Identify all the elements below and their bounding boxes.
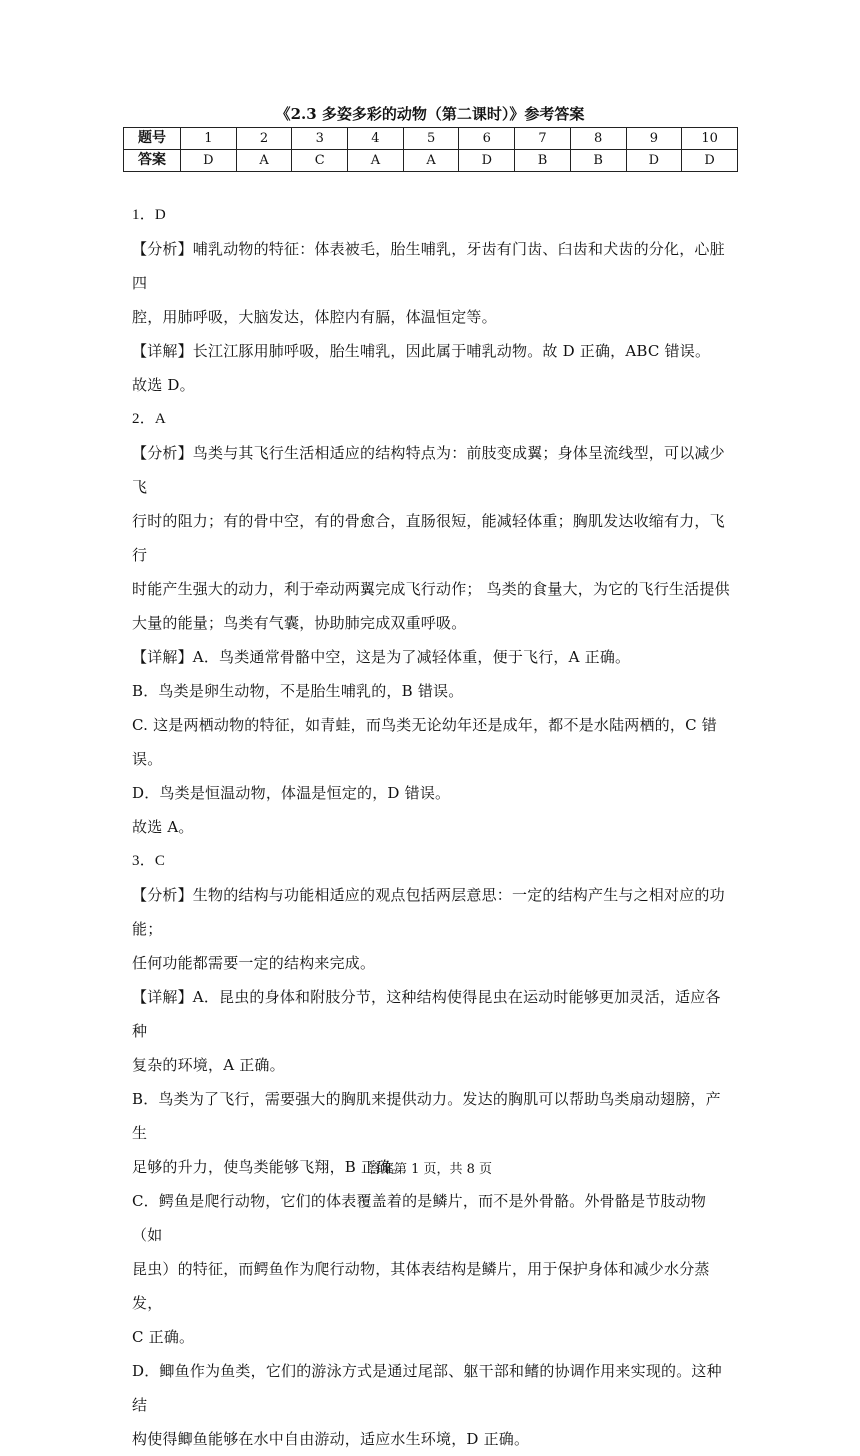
row-label-number: 题号 xyxy=(124,128,181,150)
table-cell: D xyxy=(181,150,237,172)
answer-line: 故选 A。 xyxy=(132,818,194,836)
table-cell: 2 xyxy=(236,128,292,150)
row-label-answer: 答案 xyxy=(124,150,181,172)
answer-line: C. 这是两栖动物的特征，如青蛙，而鸟类无论幼年还是成年，都不是水陆两栖的，C 错误。 xyxy=(132,716,717,768)
answer-line: 【分析】鸟类与其飞行生活相适应的结构特点为：前肢变成翼；身体呈流线型，可以减少飞 xyxy=(132,444,725,496)
answer-line: 昆虫）的特征，而鳄鱼作为爬行动物，其体表结构是鳞片，用于保护身体和减少水分蒸发， xyxy=(132,1260,710,1312)
answer-line: 【详解】长江江豚用肺呼吸，胎生哺乳，因此属于哺乳动物。故 D 正确，ABC 错误。 xyxy=(132,342,711,360)
table-row-answers xyxy=(124,150,738,172)
question-heading: 3．C xyxy=(132,853,166,869)
answer-table xyxy=(123,127,738,172)
table-cell: D xyxy=(459,150,515,172)
table-cell: A xyxy=(236,150,292,172)
answer-line: D．鲫鱼作为鱼类，它们的游泳方式是通过尾部、躯干部和鳍的协调作用来实现的。这种结 xyxy=(132,1362,722,1414)
table-cell: A xyxy=(348,150,404,172)
page-title: 《2.3 多姿多彩的动物（第二课时）》参考答案 xyxy=(275,105,585,123)
answer-line: 【分析】生物的结构与功能相适应的观点包括两层意思：一定的结构产生与之相对应的功能； xyxy=(132,886,725,938)
answer-line: 构使得鲫鱼能够在水中自由游动，适应水生环境，D 正确。 xyxy=(132,1430,530,1448)
table-cell: A xyxy=(403,150,459,172)
answer-line: 任何功能都需要一定的结构来完成。 xyxy=(132,954,376,972)
question-heading: 1．D xyxy=(132,207,166,223)
table-cell: 3 xyxy=(292,128,348,150)
answer-content xyxy=(132,198,732,1456)
table-cell: 10 xyxy=(682,128,738,150)
answer-line: 复杂的环境，A 正确。 xyxy=(132,1056,285,1074)
table-cell: 9 xyxy=(626,128,682,150)
answer-line: 足够的升力，使鸟类能够飞翔，B 正确。 xyxy=(132,1158,407,1176)
answer-line: 【详解】A．鸟类通常骨骼中空，这是为了减轻体重，便于飞行，A 正确。 xyxy=(132,648,631,666)
answer-line: C 正确。 xyxy=(132,1328,195,1346)
answer-line: B．鸟类为了飞行，需要强大的胸肌来提供动力。发达的胸肌可以帮助鸟类扇动翅膀，产生 xyxy=(132,1090,721,1142)
answer-line: 腔，用肺呼吸，大脑发达，体腔内有膈，体温恒定等。 xyxy=(132,308,497,326)
question-heading: 2．A xyxy=(132,411,166,427)
answer-line: 【分析】哺乳动物的特征：体表被毛，胎生哺乳，牙齿有门齿、臼齿和犬齿的分化，心脏四 xyxy=(132,240,725,292)
answer-line: C．鳄鱼是爬行动物，它们的体表覆盖着的是鳞片，而不是外骨骼。外骨骼是节肢动物（如 xyxy=(132,1192,707,1244)
table-cell: 1 xyxy=(181,128,237,150)
answer-line: 大量的能量；鸟类有气囊，协助肺完成双重呼吸。 xyxy=(132,614,467,632)
table-row-numbers xyxy=(124,128,738,150)
page-footer: 答案第 1 页，共 8 页 xyxy=(367,1162,493,1177)
answer-line: B．鸟类是卵生动物，不是胎生哺乳的，B 错误。 xyxy=(132,682,464,700)
table-cell: 8 xyxy=(570,128,626,150)
table-cell: 4 xyxy=(348,128,404,150)
table-cell: D xyxy=(626,150,682,172)
table-cell: 5 xyxy=(403,128,459,150)
table-cell: B xyxy=(515,150,571,172)
answer-line: 行时的阻力；有的骨中空，有的骨愈合，直肠很短，能减轻体重；胸肌发达收缩有力，飞行 xyxy=(132,512,725,564)
answer-line: D．鸟类是恒温动物，体温是恒定的，D 错误。 xyxy=(132,784,451,802)
table-cell: D xyxy=(682,150,738,172)
table-cell: B xyxy=(570,150,626,172)
table-cell: 6 xyxy=(459,128,515,150)
answer-line: 故选 D。 xyxy=(132,376,195,394)
table-cell: C xyxy=(292,150,348,172)
answer-line: 【详解】A．昆虫的身体和附肢分节，这种结构使得昆虫在运动时能够更加灵活，适应各种 xyxy=(132,988,721,1040)
table-cell: 7 xyxy=(515,128,571,150)
answer-line: 时能产生强大的动力，利于牵动两翼完成飞行动作； 鸟类的食量大，为它的飞行生活提供 xyxy=(132,580,730,598)
